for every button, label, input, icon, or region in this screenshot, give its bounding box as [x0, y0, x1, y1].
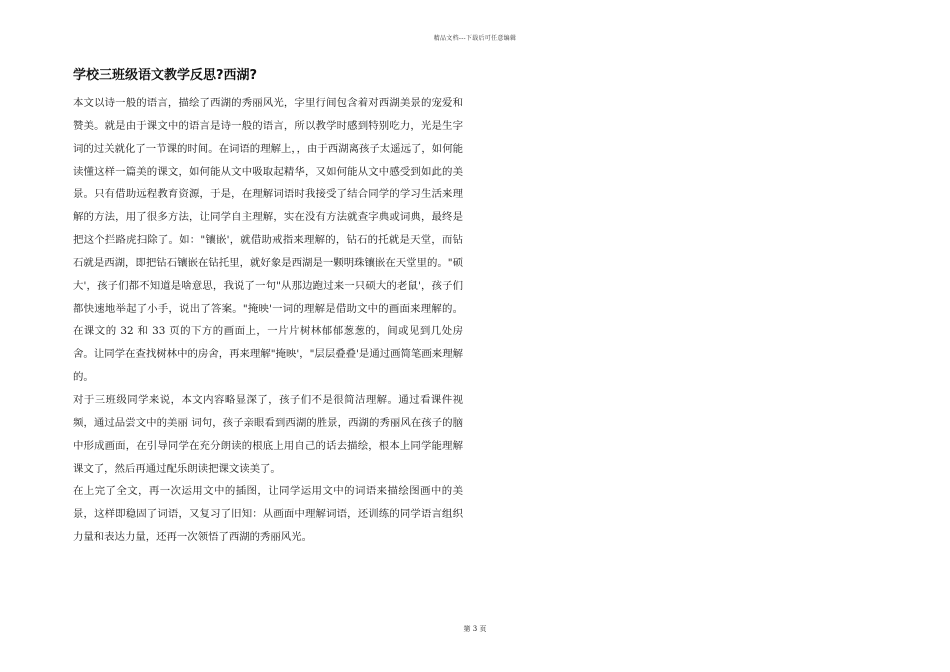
- paragraph: 本文以诗一般的语言，描绘了西湖的秀丽风光，字里行间包含着对西湖美景的宠爱和赞美。就是由于课文中的语言是诗一般的语言，所以教学时感到特别吃力，光是生字词的过关就化了一节课的时间。在词语的理解上，，由于西湖离孩子太遥远了，如何能读懂这样一篇美的课文，如何能从文中吸取起精华，又如何能从文中感受到如此的美景。只有借助远程教育资源，于是，在理解词语时我接受了结合同学的学习生活来理解的方法，用了很多方法，让同学自主理解，实在没有方法就查字典或词典，最终是把这个拦路虎扫除了。如："镶嵌'，就借助戒指来理解的，钻石的托就是天堂，而钻石就是西湖，即把钻石镶嵌在钻托里，就好象是西湖是一颗明珠镶嵌在天堂里的。"硕大'，孩子们都不知道是啥意思，我说了一句"从那边跑过来一只硕大的老鼠'，孩子们都快速地举起了小手，说出了答案。"掩映'一词的理解是借助文中的画面来理解的。在课文的 32 和 33 页的下方的画面上，一片片树林郁郁葱葱的，间或见到几处房舍。让同学在查找树林中的房舍，再来理解"掩映'，"层层叠叠'是通过画简笔画来理解的。: [73, 97, 463, 384]
- document-body: [73, 92, 463, 549]
- paragraph: 在上完了全文，再一次运用文中的插图，让同学运用文中的词语来描绘图画中的美景，这样即稳固了词语，又复习了旧知：从画面中理解词语，还训练的同学语言组织力量和表达力量，还再一次领悟了西湖的秀丽风光。: [73, 485, 463, 544]
- document-title: 学校三班级语文教学反思?西湖?: [73, 68, 258, 83]
- page-number: 第 3 页: [463, 625, 487, 633]
- paragraph: 对于三班级同学来说，本文内容略显深了，孩子们不是很简洁理解。通过看课件视频，通过品尝文中的美丽 词句，孩子亲眼看到西湖的胜景，西湖的秀丽风在孩子的脑中形成画面，在引导同学在充分朗读的根底上用自己的话去描绘，根本上同学能理解课文了，然后再通过配乐朗读把课文读美了。: [73, 393, 463, 475]
- header-note: 精品文档---下载后可任意编辑: [433, 35, 517, 42]
